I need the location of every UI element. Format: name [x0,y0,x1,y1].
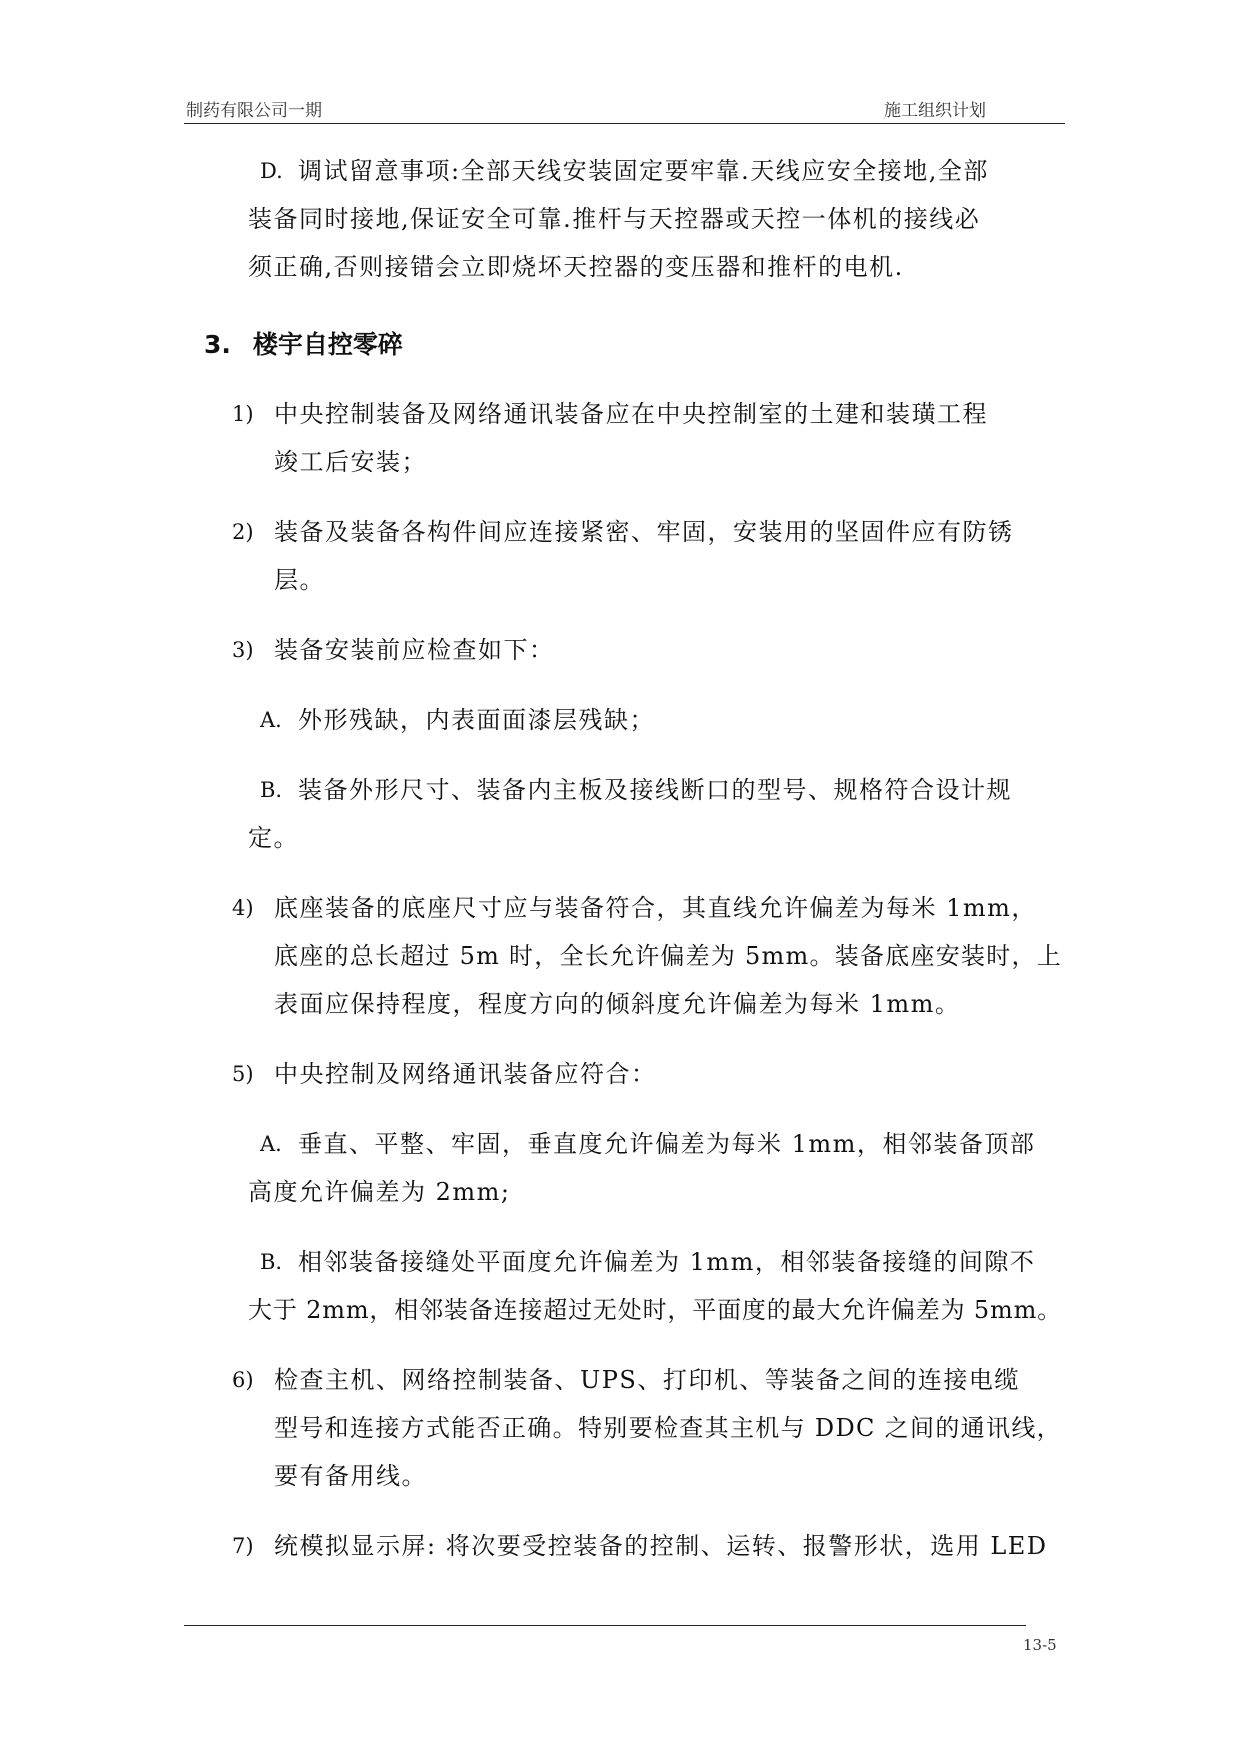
item-5-line-1: 中央控制及网络通讯装备应符合： [274,1060,657,1088]
item-6-line-2: 型号和连接方式能否正确。特别要检查其主机与 DDC 之间的通讯线， [274,1414,1062,1442]
item-6-line-1: 检查主机、网络控制装备、UPS、打印机、等装备之间的连接电缆 [274,1366,1020,1394]
item-5-sub-a-line-2: 高度允许偏差为 2mm; [248,1178,511,1206]
intro-label: D. [260,159,283,183]
item-number: 4) [232,896,254,920]
item-4-line-2: 底座的总长超过 5m 时，全长允许偏差为 5mm。装备底座安装时，上 [274,942,1062,970]
header-document-title: 施工组织计划 [884,101,986,121]
footer-rule [184,1625,1026,1626]
sub-label: A. [260,708,282,732]
header-company: 制药有限公司一期 [186,101,322,121]
intro-line-2: 装备同时接地,保证安全可靠.推杆与天控器或天控一体机的接线必 [248,205,981,233]
item-number: 2) [232,520,254,544]
item-7-line-1: 统模拟显示屏: 将次要受控装备的控制、运转、报警形状，选用 LED [274,1532,1048,1560]
section-title: 楼宇自控零碎 [252,330,403,359]
intro-line-1: 调试留意事项:全部天线安装固定要牢靠.天线应安全接地,全部 [298,157,989,185]
item-4-line-3: 表面应保持程度，程度方向的倾斜度允许偏差为每米 1mm。 [274,990,961,1018]
item-3-sub-b-line-1: 装备外形尺寸、装备内主板及接线断口的型号、规格符合设计规 [298,776,1012,804]
item-number: 3) [232,638,254,662]
section-number: 3. [204,330,231,359]
item-number: 7) [232,1534,254,1558]
item-number: 5) [232,1062,254,1086]
section-heading [204,321,403,369]
item-3-sub-a-line-1: 外形残缺，内表面面漆层残缺； [298,706,655,734]
sub-label: B. [260,1250,283,1274]
item-3-sub-b-line-2: 定。 [248,824,299,852]
item-1-line-2: 竣工后安装； [274,448,427,476]
item-2-line-1: 装备及装备各构件间应连接紧密、牢固，安装用的坚固件应有防锈 [274,518,1014,546]
item-1-line-1: 中央控制装备及网络通讯装备应在中央控制室的土建和装璜工程 [274,400,988,428]
item-4-line-1: 底座装备的底座尺寸应与装备符合，其直线允许偏差为每米 1mm， [274,894,1037,922]
page-number: 13-5 [1023,1636,1057,1654]
intro-line-3: 须正确,否则接错会立即烧坏天控器的变压器和推杆的电机. [248,253,904,281]
item-3-line-1: 装备安装前应检查如下： [274,636,555,664]
item-6-line-3: 要有备用线。 [274,1462,427,1490]
item-2-line-2: 层。 [274,566,325,594]
sub-label: B. [260,778,283,802]
item-number: 6) [232,1368,254,1392]
sub-label: A. [260,1132,282,1156]
item-5-sub-a-line-1: 垂直、平整、牢固，垂直度允许偏差为每米 1mm，相邻装备顶部 [298,1130,1036,1158]
item-5-sub-b-line-1: 相邻装备接缝处平面度允许偏差为 1mm，相邻装备接缝的间隙不 [298,1248,1036,1276]
item-number: 1) [232,402,254,426]
item-5-sub-b-line-2: 大于 2mm，相邻装备连接超过无处时，平面度的最大允许偏差为 5mm。 [248,1296,1062,1324]
header-rule [184,123,1065,124]
